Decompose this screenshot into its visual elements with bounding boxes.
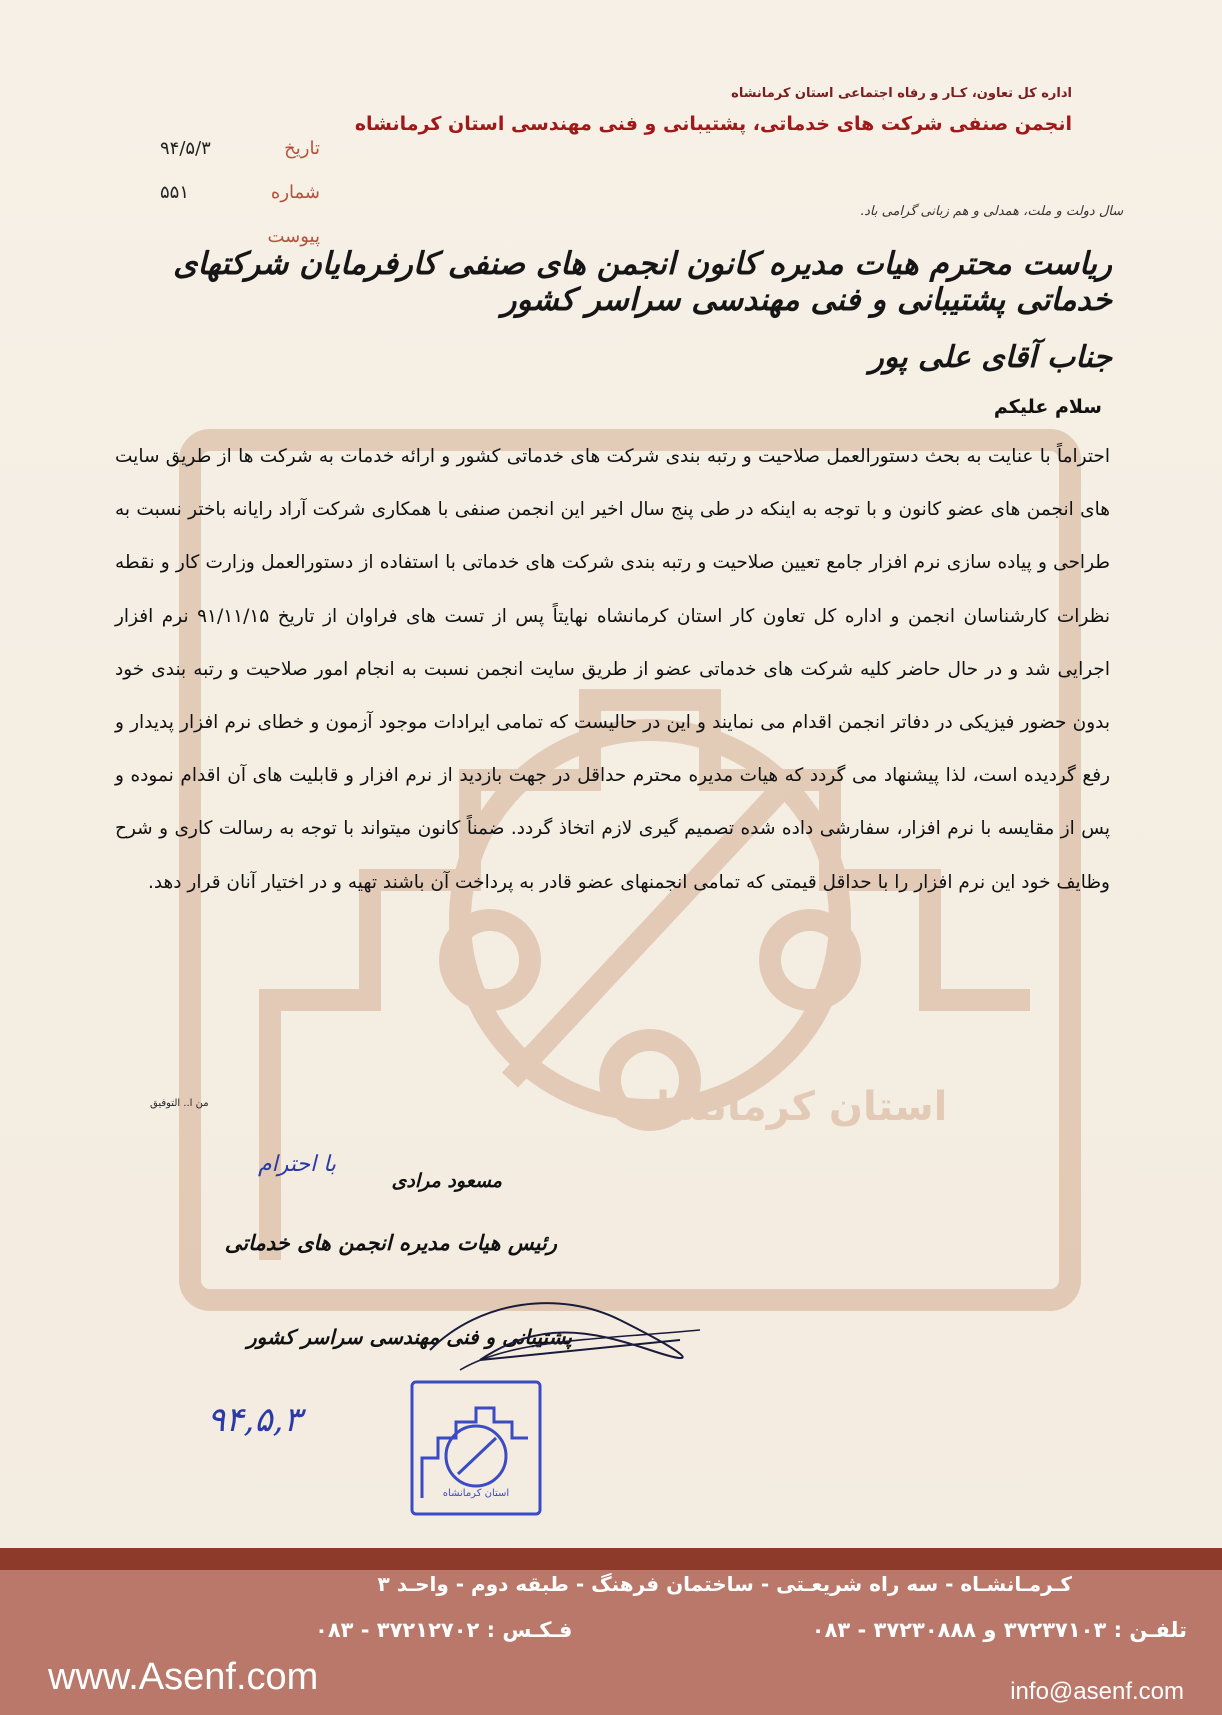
addressee-line-1: ریاست محترم هیات مدیره کانون انجمن های صنفی کارفرمایان شرکتهای خدماتی پشتیبانی و فنی مهندسی سراسر کشور xyxy=(173,246,1112,318)
signatory-name: مسعود مرادی xyxy=(391,1170,502,1192)
handwritten-note: با احترام xyxy=(258,1152,337,1177)
letter-meta xyxy=(160,126,320,258)
footer-tel: تلفـن : ۳۷۲۳۷۱۰۳ و ۳۷۲۳۰۸۸۸ - ۰۸۳ xyxy=(811,1618,1187,1642)
footer-fax: فـکـس : ۳۷۲۱۲۷۰۲ - ۰۸۳ xyxy=(315,1618,573,1642)
stamp-text: استان کرمانشاه xyxy=(442,1488,510,1499)
signature-scribble xyxy=(420,1280,720,1390)
number-row xyxy=(160,170,320,214)
organization-stamp xyxy=(408,1378,544,1518)
footer-address: کـرمـانشـاه - سه راه شریعـتی - ساختمان فرهنگ - طبقه دوم - واحـد ۳ xyxy=(377,1572,1072,1596)
letter-body: احتراماً با عنایت به بحث دستورالعمل صلاحیت و رتبه بندی شرکت های خدماتی کشور و ارائه خدمات به شرکت ها از طریق سایت های انجمن های عضو کانون و با توجه به اینکه در طی پنج سال اخیر این انجمن صنفی با همکاری شرکت آراد رایانه باختر نسبت به طراحی و پیاده سازی نرم افزار جامع تعیین صلاحیت و رتبه بندی شرکت های خدماتی با استفاده از دستورالعمل وزارت کار و نقطه نظرات کارشناسان انجمن و اداره کل تعاون کار استان کرمانشاه نهایتاً پس از تست های فراوان از تاریخ ۹۱/۱۱/۱۵ نرم افزار اجرایی شد و در حال حاضر کلیه شرکت های خدماتی عضو از طریق سایت انجمن نسبت به انجام امور صلاحیت و رتبه بندی خود بدون حضور فیزیکی در دفاتر انجمن اقدام می نمایند و این در حالیست که تمامی ایرادات موجود آزمون و خطای نرم افزار پدیدار و رفع گردیده است، لذا پیشنهاد می گردد که هیات مدیره محترم حداقل در جهت بازدید از نرم افزار و قابلیت های آن اقدام نموده و پس از مقایسه با نرم افزار، سفارشی داده شده تصمیم گیری لازم اتخاذ گردد. ضمناً کانون میتواند با توجه به رسالت کاری و شرح وظایف خود این نرم افزار را با حداقل قیمتی که تمامی انجمنهای عضو قادر به پرداخت آن باشند تهیه و در اختیار آنان قرار دهد. xyxy=(115,446,1110,893)
number-label: شماره xyxy=(270,181,320,203)
date-label: تاریخ xyxy=(284,137,320,159)
closing-note: من ا.. التوفیق xyxy=(150,1098,209,1109)
footer-website-link[interactable]: www.Asenf.com xyxy=(48,1656,319,1698)
parent-org: اداره کل تعاون، کـار و رفاه اجتماعی استان کرمانشاه xyxy=(731,86,1072,101)
footer-email-link[interactable]: info@asenf.com xyxy=(1010,1678,1184,1705)
signatory-title-2: پشتیبانی و فنی مهندسی سراسر کشور xyxy=(247,1325,572,1349)
date-row xyxy=(160,126,320,170)
addressee-line-2: جناب آقای علی پور xyxy=(869,340,1112,375)
letterhead xyxy=(355,86,1072,135)
year-slogan: سال دولت و ملت، همدلی و هم زبانی گرامی باد. xyxy=(860,204,1124,219)
addressee xyxy=(102,246,1112,375)
handwritten-date: ۹۴,۵,۳ xyxy=(207,1400,302,1440)
org-name: انجمن صنفی شرکت های خدماتی، پشتیبانی و فنی مهندسی استان کرمانشاه xyxy=(354,113,1072,135)
number-value: ۵۵۱ xyxy=(160,181,190,203)
attachment-label: پیوست xyxy=(267,225,320,247)
footer-rule xyxy=(0,1548,1222,1570)
date-value: ۹۴/۵/۳ xyxy=(160,137,211,159)
greeting: سلام علیکم xyxy=(993,396,1102,418)
watermark-text: استان کرمانشاه xyxy=(632,1084,948,1130)
signatory-title-1: رئیس هیات مدیره انجمن های خدماتی xyxy=(224,1230,557,1255)
